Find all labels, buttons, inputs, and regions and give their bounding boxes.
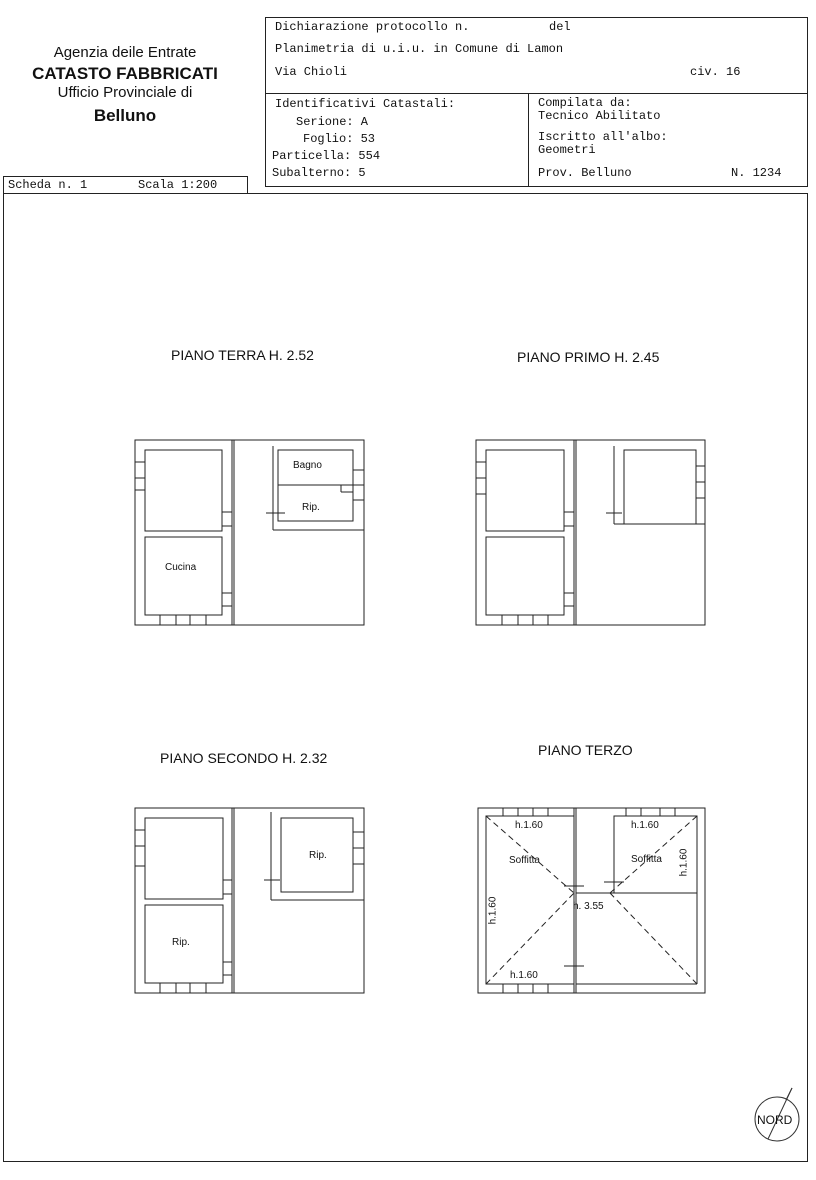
agency-name: Agenzia deile Entrate [53,44,197,61]
floor-title-primo: PIANO PRIMO H. 2.45 [517,349,660,365]
compiler-role: Tecnico Abilitato [538,109,661,123]
floor-title-terzo: PIANO TERZO [538,742,633,758]
room-label-cucina: Cucina [165,562,197,573]
north-label: NORD [757,1113,793,1127]
floor-title-terra: PIANO TERRA H. 2.52 [171,347,314,363]
protocol-date-label: del [549,20,571,34]
planimetria-line: Planimetria di u.i.u. in Comune di Lamon [275,42,564,56]
sheet-number: Scheda n. 1 [8,178,88,192]
height-label-right: h.1.60 [678,848,690,877]
identifier-particella: Particella: 554 [272,149,381,163]
sheet-scale: Scala 1:200 [138,178,218,192]
agency-city: Belluno [93,105,157,125]
room-label-soffitta-right: Soffitta [631,854,662,865]
protocol-label: Dichiarazione protocollo n. [275,20,470,34]
height-label-center: h. 3.55 [573,901,604,912]
height-label-left: h.1.60 [487,896,499,925]
height-label-top-left: h.1.60 [515,820,543,831]
register-title: Iscritto all'albo: [538,130,668,144]
identifier-subalterno: Subalterno: 5 [272,166,366,180]
register-province: Prov. Belluno [538,166,632,180]
room-label-rip-terra: Rip. [302,502,320,513]
identifier-serione: Serione: A [296,115,369,129]
address-line: Via Chioli [275,65,348,79]
register-name: Geometri [538,143,596,157]
plan-piano-terra [135,440,364,625]
plan-piano-secondo [135,808,364,993]
identifier-foglio: Foglio: 53 [303,132,376,146]
agency-department: CATASTO FABBRICATI [32,63,218,83]
room-label-soffitta-left: Soffitta [509,855,540,866]
civic-number: civ. 16 [690,65,741,79]
compiler-title: Compilata da: [538,96,632,110]
height-label-top-right: h.1.60 [631,820,659,831]
identifiers-title: Identificativi Catastali: [275,97,456,111]
room-label-bagno: Bagno [293,460,322,471]
room-label-rip-secondo-right: Rip. [309,850,327,861]
agency-office: Ufficio Provinciale di [57,84,193,101]
floor-title-secondo: PIANO SECONDO H. 2.32 [160,750,328,766]
plan-piano-primo [476,440,705,625]
height-label-bottom: h.1.60 [510,970,538,981]
register-number: N. 1234 [731,166,782,180]
room-label-rip-secondo-left: Rip. [172,937,190,948]
